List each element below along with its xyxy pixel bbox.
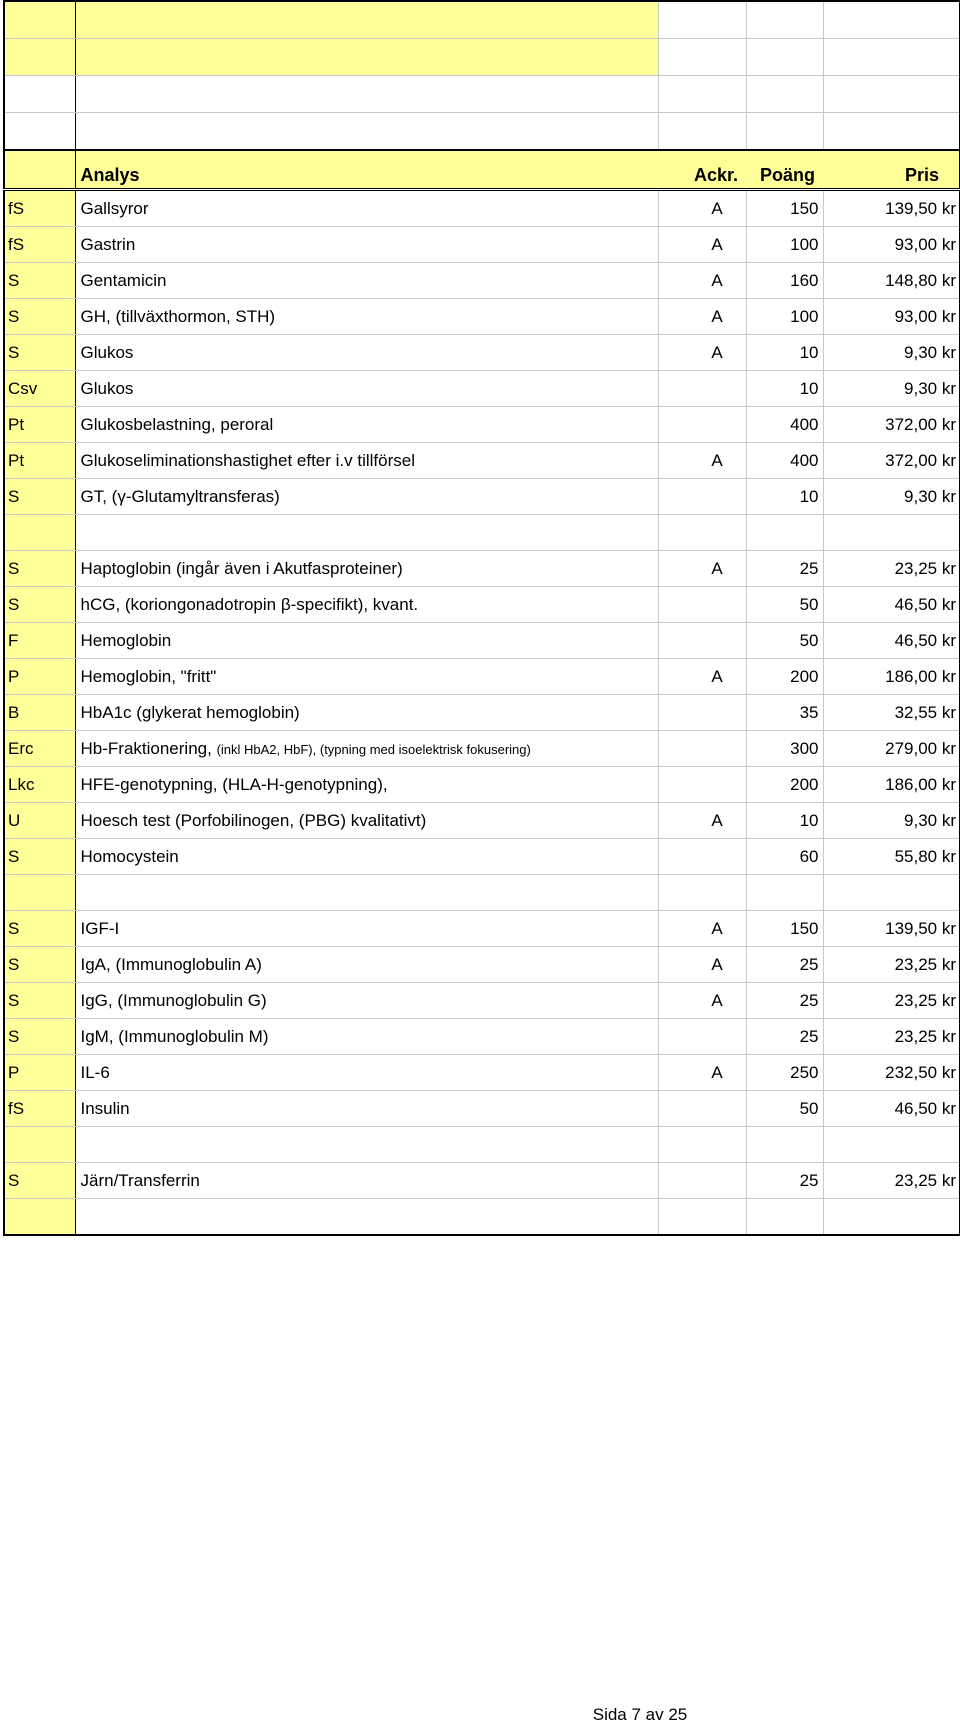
header-ackr: Ackr.: [658, 150, 746, 190]
points-cell: 35: [746, 695, 823, 731]
price-cell: 9,30 kr: [823, 803, 960, 839]
price-cell: 232,50 kr: [823, 1055, 960, 1091]
spec-cell: S: [4, 299, 75, 335]
points-cell: 10: [746, 803, 823, 839]
page-number: Sida 7 av 25: [592, 1705, 688, 1724]
table-row: [4, 407, 960, 443]
spec-cell: B: [4, 695, 75, 731]
table-header: [4, 150, 960, 190]
table-row: [4, 731, 960, 767]
name-cell: [75, 263, 658, 299]
points-cell: 50: [746, 623, 823, 659]
spec-cell: [4, 875, 75, 911]
analysis-name: hCG, (koriongonadotropin β-specifikt), kvant.: [80, 594, 419, 614]
points-cell: 100: [746, 299, 823, 335]
spec-cell: Pt: [4, 407, 75, 443]
price-table: [3, 0, 960, 1236]
analysis-name: IgM, (Immunoglobulin M): [80, 1026, 269, 1046]
spec-cell: S: [4, 263, 75, 299]
price-cell: 23,25 kr: [823, 551, 960, 587]
ackr-cell: [658, 113, 746, 151]
ackr-cell: [658, 407, 746, 443]
table-row: [4, 911, 960, 947]
analysis-name: Hoesch test (Porfobilinogen, (PBG) kvalitativt): [80, 810, 427, 830]
analysis-name: Järn/Transferrin: [80, 1170, 200, 1190]
spec-cell: [4, 1199, 75, 1236]
points-cell: 400: [746, 443, 823, 479]
name-cell: [75, 113, 658, 151]
name-cell: [75, 515, 658, 551]
name-cell: [75, 371, 658, 407]
analysis-name: Glukos: [80, 378, 134, 398]
ackr-cell: [658, 1019, 746, 1055]
points-cell: 50: [746, 1091, 823, 1127]
analysis-name: GT, (γ-Glutamyltransferas): [80, 486, 280, 506]
name-cell: [75, 587, 658, 623]
table-row: [4, 1091, 960, 1127]
points-cell: 25: [746, 947, 823, 983]
name-cell: [75, 803, 658, 839]
table-row: [4, 190, 960, 227]
ackr-cell: [658, 1199, 746, 1236]
price-cell: 186,00 kr: [823, 659, 960, 695]
points-cell: 100: [746, 227, 823, 263]
analysis-name: Glukoseliminationshastighet efter i.v tillförsel: [80, 450, 415, 470]
table-row: [4, 767, 960, 803]
name-cell: [75, 1019, 658, 1055]
price-cell: 46,50 kr: [823, 587, 960, 623]
ackr-cell: A: [658, 263, 746, 299]
spec-cell: [4, 76, 75, 113]
name-cell: [75, 623, 658, 659]
name-cell: [75, 479, 658, 515]
name-cell: [75, 407, 658, 443]
points-cell: 60: [746, 839, 823, 875]
ackr-cell: A: [658, 227, 746, 263]
ackr-cell: A: [658, 1055, 746, 1091]
ackr-cell: [658, 695, 746, 731]
analysis-name: Homocystein: [80, 846, 179, 866]
points-cell: 300: [746, 731, 823, 767]
table-row: [4, 227, 960, 263]
price-cell: 139,50 kr: [823, 911, 960, 947]
points-cell: [746, 1127, 823, 1163]
name-cell: [75, 1091, 658, 1127]
ackr-cell: A: [658, 190, 746, 227]
analysis-name: HbA1c (glykerat hemoglobin): [80, 702, 300, 722]
points-cell: [746, 515, 823, 551]
ackr-cell: [658, 1091, 746, 1127]
price-cell: 9,30 kr: [823, 479, 960, 515]
name-cell: [75, 875, 658, 911]
name-cell: [75, 551, 658, 587]
header-spec-cell: [4, 150, 75, 190]
ackr-cell: [658, 767, 746, 803]
table-row: [4, 299, 960, 335]
analysis-name: HFE-genotypning, (HLA-H-genotypning),: [80, 774, 388, 794]
spec-cell: P: [4, 659, 75, 695]
ackr-cell: A: [658, 299, 746, 335]
spec-cell: P: [4, 1055, 75, 1091]
ackr-cell: [658, 371, 746, 407]
name-cell: [75, 911, 658, 947]
header-analys: Analys: [75, 150, 658, 190]
ackr-cell: A: [658, 911, 746, 947]
price-cell: 148,80 kr: [823, 263, 960, 299]
name-cell: [75, 1055, 658, 1091]
ackr-cell: A: [658, 983, 746, 1019]
spec-cell: Erc: [4, 731, 75, 767]
price-cell: 93,00 kr: [823, 299, 960, 335]
analysis-name: IgG, (Immunoglobulin G): [80, 990, 267, 1010]
analysis-note: (inkl HbA2, HbF), (typning med isoelektrisk fokusering): [216, 741, 531, 757]
ackr-cell: [658, 1127, 746, 1163]
table-row: [4, 551, 960, 587]
analysis-name: Hemoglobin, "fritt": [80, 666, 217, 686]
header-pris: Pris: [823, 150, 960, 190]
analysis-name: Glukos: [80, 342, 134, 362]
analysis-name: Gallsyror: [80, 198, 149, 218]
ackr-cell: [658, 587, 746, 623]
points-cell: 50: [746, 587, 823, 623]
spec-cell: U: [4, 803, 75, 839]
table-row: [4, 587, 960, 623]
ackr-cell: A: [658, 335, 746, 371]
spec-cell: S: [4, 911, 75, 947]
name-cell: [75, 1127, 658, 1163]
points-cell: 25: [746, 1163, 823, 1199]
price-cell: [823, 76, 960, 113]
analysis-name: IgA, (Immunoglobulin A): [80, 954, 262, 974]
ackr-cell: [658, 515, 746, 551]
table-row: [4, 695, 960, 731]
ackr-cell: [658, 1163, 746, 1199]
ackr-cell: A: [658, 947, 746, 983]
table-row: [4, 947, 960, 983]
ackr-cell: [658, 875, 746, 911]
table-row: [4, 443, 960, 479]
ackr-cell: A: [658, 551, 746, 587]
spec-cell: [4, 39, 75, 76]
price-cell: 9,30 kr: [823, 371, 960, 407]
price-cell: [823, 113, 960, 151]
price-cell: 372,00 kr: [823, 407, 960, 443]
empty-top-row: [4, 39, 960, 76]
spec-cell: [4, 1, 75, 39]
points-cell: [746, 1199, 823, 1236]
spec-cell: S: [4, 839, 75, 875]
analysis-name: GH, (tillväxthormon, STH): [80, 306, 276, 326]
spec-cell: fS: [4, 227, 75, 263]
points-cell: [746, 76, 823, 113]
price-cell: 55,80 kr: [823, 839, 960, 875]
name-cell: [75, 1163, 658, 1199]
points-cell: [746, 875, 823, 911]
points-cell: 10: [746, 335, 823, 371]
table-row: [4, 983, 960, 1019]
price-cell: 46,50 kr: [823, 623, 960, 659]
spec-cell: [4, 113, 75, 151]
spec-cell: S: [4, 983, 75, 1019]
empty-top-row: [4, 76, 960, 113]
spec-cell: fS: [4, 190, 75, 227]
price-cell: 9,30 kr: [823, 335, 960, 371]
name-cell: [75, 695, 658, 731]
name-cell: [75, 39, 658, 76]
ackr-cell: [658, 76, 746, 113]
table-row: [4, 1055, 960, 1091]
spec-cell: [4, 515, 75, 551]
name-cell: [75, 731, 658, 767]
price-cell: [823, 515, 960, 551]
empty-top-row: [4, 113, 960, 151]
table-row: [4, 335, 960, 371]
ackr-cell: [658, 39, 746, 76]
spec-cell: S: [4, 1019, 75, 1055]
price-cell: 23,25 kr: [823, 1163, 960, 1199]
table-row: [4, 875, 960, 911]
analysis-name: IL-6: [80, 1062, 110, 1082]
spec-cell: S: [4, 1163, 75, 1199]
spec-cell: Lkc: [4, 767, 75, 803]
analysis-name: IGF-I: [80, 918, 120, 938]
points-cell: [746, 113, 823, 151]
header-poang: Poäng: [746, 150, 823, 190]
ackr-cell: [658, 479, 746, 515]
points-cell: 200: [746, 659, 823, 695]
price-cell: 23,25 kr: [823, 1019, 960, 1055]
price-cell: 186,00 kr: [823, 767, 960, 803]
table-row: [4, 659, 960, 695]
analysis-name: Hb-Fraktionering,: [80, 738, 217, 758]
table-row: [4, 623, 960, 659]
table-row: [4, 371, 960, 407]
ackr-cell: A: [658, 659, 746, 695]
analysis-name: Gentamicin: [80, 270, 167, 290]
points-cell: 250: [746, 1055, 823, 1091]
price-cell: [823, 1199, 960, 1236]
points-cell: 25: [746, 983, 823, 1019]
price-cell: 372,00 kr: [823, 443, 960, 479]
name-cell: [75, 947, 658, 983]
table-row: [4, 803, 960, 839]
table-row: [4, 1127, 960, 1163]
points-cell: [746, 39, 823, 76]
ackr-cell: A: [658, 803, 746, 839]
analysis-name: Insulin: [80, 1098, 130, 1118]
ackr-cell: [658, 839, 746, 875]
price-cell: 23,25 kr: [823, 947, 960, 983]
empty-top-row: [4, 1, 960, 39]
analysis-name: Glukosbelastning, peroral: [80, 414, 274, 434]
name-cell: [75, 767, 658, 803]
price-cell: [823, 875, 960, 911]
name-cell: [75, 659, 658, 695]
analysis-name: Hemoglobin: [80, 630, 172, 650]
price-cell: 46,50 kr: [823, 1091, 960, 1127]
name-cell: [75, 983, 658, 1019]
points-cell: 25: [746, 551, 823, 587]
points-cell: 200: [746, 767, 823, 803]
spec-cell: Pt: [4, 443, 75, 479]
table-row: [4, 1019, 960, 1055]
name-cell: [75, 1199, 658, 1236]
spec-cell: S: [4, 587, 75, 623]
points-cell: 150: [746, 911, 823, 947]
table-row: [4, 839, 960, 875]
table-row: [4, 263, 960, 299]
points-cell: 10: [746, 371, 823, 407]
points-cell: 25: [746, 1019, 823, 1055]
price-cell: [823, 1, 960, 39]
ackr-cell: [658, 1, 746, 39]
points-cell: 400: [746, 407, 823, 443]
spec-cell: F: [4, 623, 75, 659]
table-row: [4, 515, 960, 551]
price-cell: 23,25 kr: [823, 983, 960, 1019]
price-cell: 93,00 kr: [823, 227, 960, 263]
table-row: [4, 1199, 960, 1236]
name-cell: [75, 839, 658, 875]
points-cell: [746, 1, 823, 39]
name-cell: [75, 190, 658, 227]
spec-cell: S: [4, 479, 75, 515]
name-cell: [75, 335, 658, 371]
ackr-cell: [658, 623, 746, 659]
spec-cell: S: [4, 551, 75, 587]
price-cell: [823, 39, 960, 76]
name-cell: [75, 76, 658, 113]
name-cell: [75, 299, 658, 335]
points-cell: 10: [746, 479, 823, 515]
name-cell: [75, 227, 658, 263]
price-cell: 139,50 kr: [823, 190, 960, 227]
table-row: [4, 479, 960, 515]
spec-cell: fS: [4, 1091, 75, 1127]
points-cell: 150: [746, 190, 823, 227]
spec-cell: [4, 1127, 75, 1163]
name-cell: [75, 443, 658, 479]
analysis-name: Haptoglobin (ingår även i Akutfasproteiner): [80, 558, 403, 578]
name-cell: [75, 1, 658, 39]
ackr-cell: A: [658, 443, 746, 479]
table-row: [4, 1163, 960, 1199]
spec-cell: S: [4, 947, 75, 983]
spec-cell: Csv: [4, 371, 75, 407]
points-cell: 160: [746, 263, 823, 299]
price-cell: 279,00 kr: [823, 731, 960, 767]
analysis-name: Gastrin: [80, 234, 136, 254]
spec-cell: S: [4, 335, 75, 371]
price-cell: 32,55 kr: [823, 695, 960, 731]
ackr-cell: [658, 731, 746, 767]
price-cell: [823, 1127, 960, 1163]
